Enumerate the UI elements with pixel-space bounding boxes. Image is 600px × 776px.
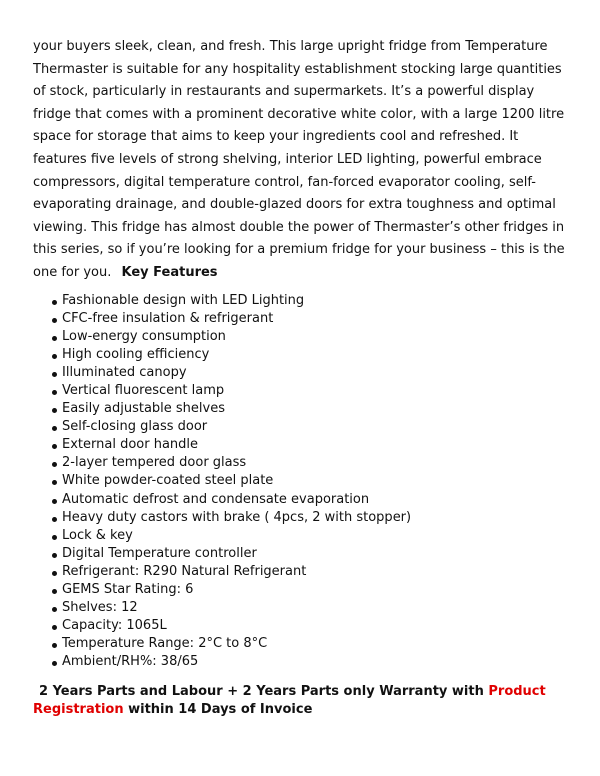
feature-item: Ambient/RH%: 38/65 — [49, 653, 573, 671]
product-description — [33, 36, 573, 719]
warranty-text-before: 2 Years Parts and Labour + 2 Years Parts only Warranty with — [39, 683, 484, 699]
warranty-text-after: within 14 Days of Invoice — [128, 701, 313, 717]
intro-text: your buyers sleek, clean, and fresh. This large upright fridge from Temperature Thermaster is suitable for any hospitality establishment stocking large quantities of stock, particularly in restaurants and supermarkets. It’s a powerful display fridge that comes with a prominent decorative white color, with a large 1200 litre space for storage that aims to keep your ingredients cool and refreshed. It features five levels of strong shelving, interior LED lighting, powerful embrace compressors, digital temperature control, fan-forced evaporator cooling, self-evaporating drainage, and double-glazed doors for extra toughness and optimal viewing. This fridge has almost double the power of Thermaster’s other fridges in this series, so if you’re looking for a premium fridge for your business – this is the one for you. — [33, 39, 565, 280]
feature-item: 2-layer tempered door glass — [49, 454, 573, 472]
feature-item: Shelves: 12 — [49, 599, 573, 617]
feature-item: Automatic defrost and condensate evaporation — [49, 491, 573, 509]
key-features-heading: Key Features — [121, 264, 218, 280]
feature-item: Temperature Range: 2°C to 8°C — [49, 635, 573, 653]
intro-paragraph — [33, 36, 573, 285]
product-registration-text: Product Registration — [33, 683, 546, 717]
feature-item: Illuminated canopy — [49, 364, 573, 382]
feature-item: CFC-free insulation & refrigerant — [49, 310, 573, 328]
feature-item: Vertical fluorescent lamp — [49, 382, 573, 400]
feature-item: Lock & key — [49, 527, 573, 545]
feature-item: Capacity: 1065L — [49, 617, 573, 635]
feature-item: Easily adjustable shelves — [49, 400, 573, 418]
feature-item: Fashionable design with LED Lighting — [49, 292, 573, 310]
warranty-note — [33, 683, 573, 719]
feature-item: External door handle — [49, 436, 573, 454]
feature-item: Refrigerant: R290 Natural Refrigerant — [49, 563, 573, 581]
feature-item: Digital Temperature controller — [49, 545, 573, 563]
feature-item: White powder-coated steel plate — [49, 472, 573, 490]
key-features-list — [33, 292, 573, 672]
feature-item: High cooling efficiency — [49, 346, 573, 364]
feature-item: Heavy duty castors with brake ( 4pcs, 2 with stopper) — [49, 509, 573, 527]
feature-item: GEMS Star Rating: 6 — [49, 581, 573, 599]
feature-item: Self-closing glass door — [49, 418, 573, 436]
feature-item: Low-energy consumption — [49, 328, 573, 346]
